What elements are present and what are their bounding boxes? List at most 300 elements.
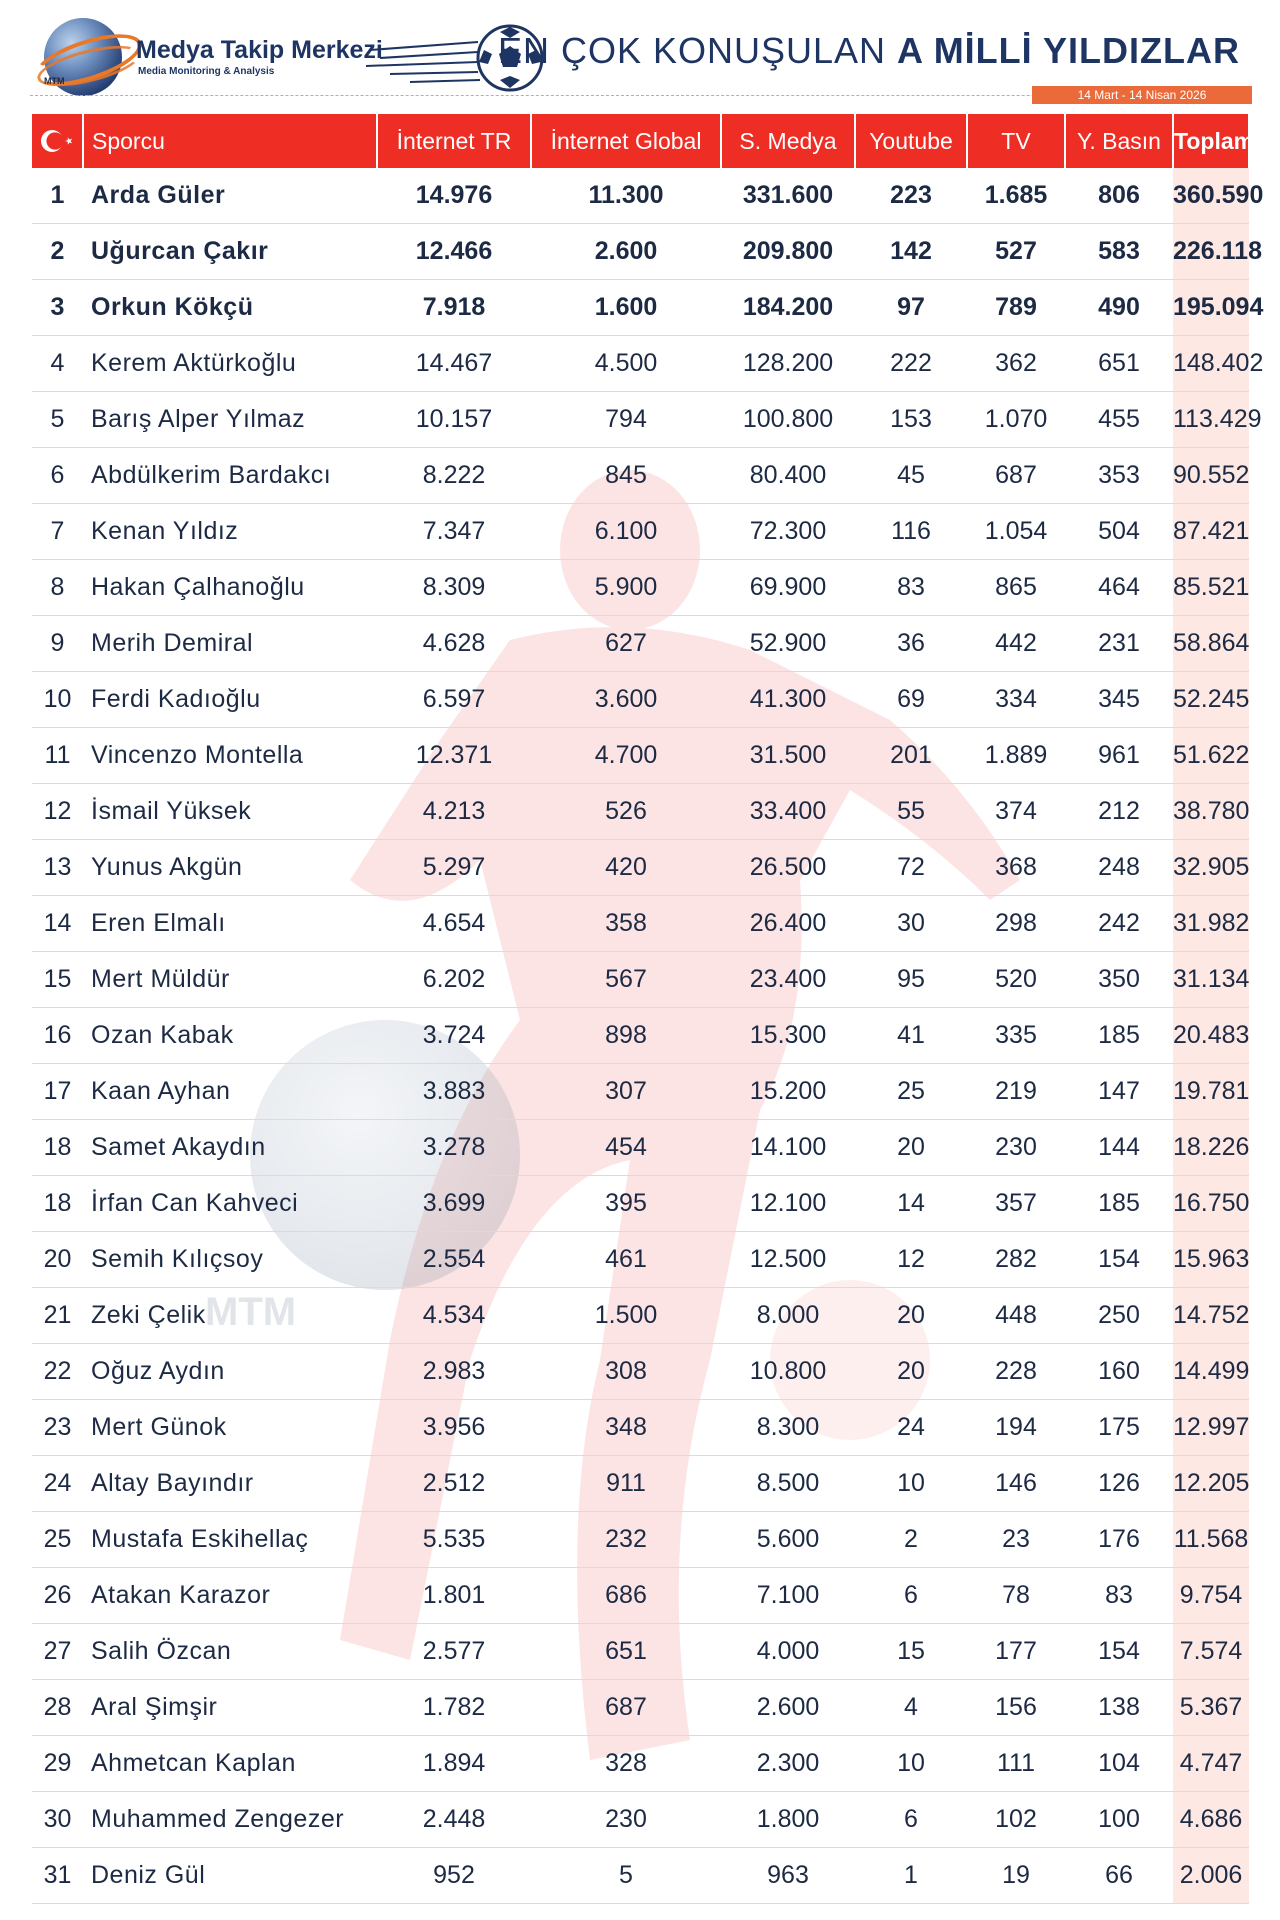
s-medya-cell: 209.800 xyxy=(721,224,855,280)
internet-tr-cell: 3.956 xyxy=(377,1400,531,1456)
internet-tr-cell: 2.512 xyxy=(377,1456,531,1512)
table-row xyxy=(32,1456,1249,1512)
youtube-cell: 116 xyxy=(855,504,967,560)
s-medya-cell: 1.800 xyxy=(721,1792,855,1848)
youtube-cell: 36 xyxy=(855,616,967,672)
athlete-name-cell: Barış Alper Yılmaz xyxy=(83,392,377,448)
y-basin-cell: 66 xyxy=(1065,1848,1173,1904)
youtube-cell: 20 xyxy=(855,1288,967,1344)
y-basin-cell: 212 xyxy=(1065,784,1173,840)
internet-tr-cell: 3.883 xyxy=(377,1064,531,1120)
rank-cell: 30 xyxy=(32,1792,83,1848)
youtube-cell: 20 xyxy=(855,1344,967,1400)
internet-tr-cell: 12.371 xyxy=(377,728,531,784)
tv-cell: 1.054 xyxy=(967,504,1065,560)
internet-global-cell: 567 xyxy=(531,952,721,1008)
athlete-name-cell: Hakan Çalhanoğlu xyxy=(83,560,377,616)
youtube-cell: 95 xyxy=(855,952,967,1008)
athlete-name-cell: Vincenzo Montella xyxy=(83,728,377,784)
athlete-name-cell: Ozan Kabak xyxy=(83,1008,377,1064)
tv-cell: 282 xyxy=(967,1232,1065,1288)
tv-cell: 1.889 xyxy=(967,728,1065,784)
tv-cell: 357 xyxy=(967,1176,1065,1232)
rank-cell: 26 xyxy=(32,1568,83,1624)
y-basin-cell: 160 xyxy=(1065,1344,1173,1400)
athlete-name-cell: Yunus Akgün xyxy=(83,840,377,896)
toplam-cell: 52.245 xyxy=(1173,672,1249,728)
table-row xyxy=(32,1624,1249,1680)
s-medya-cell: 963 xyxy=(721,1848,855,1904)
table-row xyxy=(32,728,1249,784)
internet-global-cell: 4.700 xyxy=(531,728,721,784)
youtube-cell: 142 xyxy=(855,224,967,280)
toplam-cell: 5.367 xyxy=(1173,1680,1249,1736)
rank-cell: 4 xyxy=(32,336,83,392)
s-medya-cell: 5.600 xyxy=(721,1512,855,1568)
tv-cell: 362 xyxy=(967,336,1065,392)
rank-cell: 18 xyxy=(32,1176,83,1232)
toplam-cell: 148.402 xyxy=(1173,336,1249,392)
internet-global-cell: 11.300 xyxy=(531,168,721,224)
table-row xyxy=(32,1176,1249,1232)
youtube-cell: 25 xyxy=(855,1064,967,1120)
internet-tr-cell: 1.894 xyxy=(377,1736,531,1792)
rank-cell: 9 xyxy=(32,616,83,672)
internet-global-cell: 232 xyxy=(531,1512,721,1568)
internet-global-cell: 794 xyxy=(531,392,721,448)
internet-tr-cell: 3.278 xyxy=(377,1120,531,1176)
table-row xyxy=(32,504,1249,560)
table-row xyxy=(32,560,1249,616)
s-medya-cell: 69.900 xyxy=(721,560,855,616)
youtube-cell: 1 xyxy=(855,1848,967,1904)
s-medya-cell: 15.200 xyxy=(721,1064,855,1120)
tv-cell: 194 xyxy=(967,1400,1065,1456)
s-medya-cell: 184.200 xyxy=(721,280,855,336)
youtube-cell: 20 xyxy=(855,1120,967,1176)
toplam-cell: 9.754 xyxy=(1173,1568,1249,1624)
internet-global-cell: 5.900 xyxy=(531,560,721,616)
toplam-cell: 18.226 xyxy=(1173,1120,1249,1176)
athlete-name-cell: Uğurcan Çakır xyxy=(83,224,377,280)
table-row xyxy=(32,1288,1249,1344)
tv-cell: 298 xyxy=(967,896,1065,952)
internet-tr-cell: 12.466 xyxy=(377,224,531,280)
turkey-flag-icon xyxy=(34,118,80,164)
table-row xyxy=(32,1008,1249,1064)
table-header-row xyxy=(32,114,1249,168)
rank-cell: 3 xyxy=(32,280,83,336)
s-medya-cell: 23.400 xyxy=(721,952,855,1008)
column-header-tv: TV xyxy=(967,114,1065,168)
athlete-name-cell: Mustafa Eskihellaç xyxy=(83,1512,377,1568)
rank-cell: 7 xyxy=(32,504,83,560)
y-basin-cell: 961 xyxy=(1065,728,1173,784)
internet-global-cell: 6.100 xyxy=(531,504,721,560)
youtube-cell: 24 xyxy=(855,1400,967,1456)
youtube-cell: 30 xyxy=(855,896,967,952)
column-header-sporcu: Sporcu xyxy=(83,114,377,168)
athlete-name-cell: Kerem Aktürkoğlu xyxy=(83,336,377,392)
athlete-name-cell: Ahmetcan Kaplan xyxy=(83,1736,377,1792)
youtube-cell: 83 xyxy=(855,560,967,616)
youtube-cell: 97 xyxy=(855,280,967,336)
y-basin-cell: 154 xyxy=(1065,1624,1173,1680)
internet-global-cell: 307 xyxy=(531,1064,721,1120)
youtube-cell: 10 xyxy=(855,1736,967,1792)
table-row xyxy=(32,280,1249,336)
youtube-cell: 72 xyxy=(855,840,967,896)
column-header-youtube: Youtube xyxy=(855,114,967,168)
youtube-cell: 153 xyxy=(855,392,967,448)
youtube-cell: 6 xyxy=(855,1792,967,1848)
y-basin-cell: 806 xyxy=(1065,168,1173,224)
y-basin-cell: 504 xyxy=(1065,504,1173,560)
y-basin-cell: 185 xyxy=(1065,1008,1173,1064)
y-basin-cell: 345 xyxy=(1065,672,1173,728)
toplam-cell: 4.686 xyxy=(1173,1792,1249,1848)
title-prefix: EN ÇOK KONUŞULAN xyxy=(497,30,887,71)
table-row xyxy=(32,616,1249,672)
athlete-name-cell: Salih Özcan xyxy=(83,1624,377,1680)
s-medya-cell: 12.100 xyxy=(721,1176,855,1232)
toplam-cell: 226.118 xyxy=(1173,224,1249,280)
youtube-cell: 222 xyxy=(855,336,967,392)
internet-tr-cell: 952 xyxy=(377,1848,531,1904)
internet-tr-cell: 2.448 xyxy=(377,1792,531,1848)
youtube-cell: 41 xyxy=(855,1008,967,1064)
internet-tr-cell: 4.654 xyxy=(377,896,531,952)
y-basin-cell: 583 xyxy=(1065,224,1173,280)
y-basin-cell: 175 xyxy=(1065,1400,1173,1456)
internet-tr-cell: 2.983 xyxy=(377,1344,531,1400)
table-row xyxy=(32,1400,1249,1456)
table-row xyxy=(32,336,1249,392)
athlete-name-cell: Eren Elmalı xyxy=(83,896,377,952)
s-medya-cell: 26.500 xyxy=(721,840,855,896)
rank-cell: 22 xyxy=(32,1344,83,1400)
athlete-name-cell: İsmail Yüksek xyxy=(83,784,377,840)
y-basin-cell: 350 xyxy=(1065,952,1173,1008)
toplam-cell: 85.521 xyxy=(1173,560,1249,616)
youtube-cell: 10 xyxy=(855,1456,967,1512)
y-basin-cell: 185 xyxy=(1065,1176,1173,1232)
table-row xyxy=(32,1848,1249,1904)
rank-cell: 6 xyxy=(32,448,83,504)
athlete-name-cell: Orkun Kökçü xyxy=(83,280,377,336)
toplam-cell: 51.622 xyxy=(1173,728,1249,784)
y-basin-cell: 248 xyxy=(1065,840,1173,896)
rank-cell: 10 xyxy=(32,672,83,728)
brand-short: MTM xyxy=(44,76,65,86)
brand-logo xyxy=(36,14,383,90)
internet-global-cell: 911 xyxy=(531,1456,721,1512)
table-row xyxy=(32,392,1249,448)
youtube-cell: 14 xyxy=(855,1176,967,1232)
mtm-watermark: MTM xyxy=(205,1290,297,1334)
rank-cell: 12 xyxy=(32,784,83,840)
internet-tr-cell: 1.782 xyxy=(377,1680,531,1736)
athlete-name-cell: Kenan Yıldız xyxy=(83,504,377,560)
athlete-name-cell: Deniz Gül xyxy=(83,1848,377,1904)
s-medya-cell: 72.300 xyxy=(721,504,855,560)
tv-cell: 1.685 xyxy=(967,168,1065,224)
youtube-cell: 69 xyxy=(855,672,967,728)
page-title xyxy=(498,30,1240,72)
toplam-cell: 38.780 xyxy=(1173,784,1249,840)
s-medya-cell: 4.000 xyxy=(721,1624,855,1680)
toplam-cell: 19.781 xyxy=(1173,1064,1249,1120)
athlete-name-cell: Samet Akaydın xyxy=(83,1120,377,1176)
rank-cell: 16 xyxy=(32,1008,83,1064)
internet-tr-cell: 7.918 xyxy=(377,280,531,336)
tv-cell: 687 xyxy=(967,448,1065,504)
toplam-cell: 12.997 xyxy=(1173,1400,1249,1456)
internet-global-cell: 845 xyxy=(531,448,721,504)
y-basin-cell: 490 xyxy=(1065,280,1173,336)
internet-global-cell: 395 xyxy=(531,1176,721,1232)
s-medya-cell: 7.100 xyxy=(721,1568,855,1624)
athlete-name-cell: Zeki Çelik xyxy=(83,1288,377,1344)
s-medya-cell: 128.200 xyxy=(721,336,855,392)
internet-tr-cell: 10.157 xyxy=(377,392,531,448)
y-basin-cell: 154 xyxy=(1065,1232,1173,1288)
athlete-name-cell: Altay Bayındır xyxy=(83,1456,377,1512)
s-medya-cell: 26.400 xyxy=(721,896,855,952)
s-medya-cell: 8.500 xyxy=(721,1456,855,1512)
internet-global-cell: 230 xyxy=(531,1792,721,1848)
toplam-cell: 12.205 xyxy=(1173,1456,1249,1512)
y-basin-cell: 464 xyxy=(1065,560,1173,616)
rank-cell: 27 xyxy=(32,1624,83,1680)
tv-cell: 334 xyxy=(967,672,1065,728)
tv-cell: 368 xyxy=(967,840,1065,896)
s-medya-cell: 41.300 xyxy=(721,672,855,728)
y-basin-cell: 353 xyxy=(1065,448,1173,504)
internet-global-cell: 4.500 xyxy=(531,336,721,392)
rank-cell: 25 xyxy=(32,1512,83,1568)
athlete-name-cell: Arda Güler xyxy=(83,168,377,224)
athlete-name-cell: Mert Günok xyxy=(83,1400,377,1456)
s-medya-cell: 331.600 xyxy=(721,168,855,224)
youtube-cell: 223 xyxy=(855,168,967,224)
table-row xyxy=(32,1680,1249,1736)
athlete-name-cell: Kaan Ayhan xyxy=(83,1064,377,1120)
tv-cell: 146 xyxy=(967,1456,1065,1512)
table-row xyxy=(32,1064,1249,1120)
internet-global-cell: 461 xyxy=(531,1232,721,1288)
toplam-cell: 87.421 xyxy=(1173,504,1249,560)
rank-cell: 28 xyxy=(32,1680,83,1736)
internet-global-cell: 328 xyxy=(531,1736,721,1792)
rank-cell: 23 xyxy=(32,1400,83,1456)
internet-global-cell: 627 xyxy=(531,616,721,672)
tv-cell: 865 xyxy=(967,560,1065,616)
youtube-cell: 2 xyxy=(855,1512,967,1568)
tv-cell: 520 xyxy=(967,952,1065,1008)
rank-cell: 13 xyxy=(32,840,83,896)
table-row xyxy=(32,1344,1249,1400)
internet-global-cell: 686 xyxy=(531,1568,721,1624)
y-basin-cell: 231 xyxy=(1065,616,1173,672)
table-row xyxy=(32,224,1249,280)
internet-global-cell: 1.600 xyxy=(531,280,721,336)
s-medya-cell: 8.000 xyxy=(721,1288,855,1344)
rank-cell: 1 xyxy=(32,168,83,224)
table-row xyxy=(32,168,1249,224)
tv-cell: 23 xyxy=(967,1512,1065,1568)
internet-tr-cell: 1.801 xyxy=(377,1568,531,1624)
tv-cell: 789 xyxy=(967,280,1065,336)
rank-cell: 15 xyxy=(32,952,83,1008)
rank-cell: 8 xyxy=(32,560,83,616)
youtube-cell: 55 xyxy=(855,784,967,840)
tv-cell: 448 xyxy=(967,1288,1065,1344)
internet-global-cell: 1.500 xyxy=(531,1288,721,1344)
toplam-cell: 16.750 xyxy=(1173,1176,1249,1232)
s-medya-cell: 2.300 xyxy=(721,1736,855,1792)
athlete-name-cell: Muhammed Zengezer xyxy=(83,1792,377,1848)
internet-tr-cell: 2.577 xyxy=(377,1624,531,1680)
y-basin-cell: 104 xyxy=(1065,1736,1173,1792)
internet-global-cell: 5 xyxy=(531,1848,721,1904)
athlete-name-cell: Semih Kılıçsoy xyxy=(83,1232,377,1288)
rank-cell: 31 xyxy=(32,1848,83,1904)
internet-global-cell: 454 xyxy=(531,1120,721,1176)
toplam-cell: 113.429 xyxy=(1173,392,1249,448)
s-medya-cell: 31.500 xyxy=(721,728,855,784)
table-body xyxy=(32,168,1264,1904)
y-basin-cell: 138 xyxy=(1065,1680,1173,1736)
y-basin-cell: 100 xyxy=(1065,1792,1173,1848)
toplam-cell: 31.134 xyxy=(1173,952,1249,1008)
y-basin-cell: 144 xyxy=(1065,1120,1173,1176)
y-basin-cell: 126 xyxy=(1065,1456,1173,1512)
internet-global-cell: 308 xyxy=(531,1344,721,1400)
table-row xyxy=(32,1792,1249,1848)
y-basin-cell: 242 xyxy=(1065,896,1173,952)
toplam-cell: 195.094 xyxy=(1173,280,1249,336)
tv-cell: 374 xyxy=(967,784,1065,840)
athlete-name-cell: Merih Demiral xyxy=(83,616,377,672)
rank-cell: 18 xyxy=(32,1120,83,1176)
athlete-name-cell: Atakan Karazor xyxy=(83,1568,377,1624)
internet-tr-cell: 3.724 xyxy=(377,1008,531,1064)
s-medya-cell: 80.400 xyxy=(721,448,855,504)
internet-tr-cell: 4.213 xyxy=(377,784,531,840)
tv-cell: 442 xyxy=(967,616,1065,672)
ranking-table-wrap xyxy=(32,114,1264,1904)
youtube-cell: 201 xyxy=(855,728,967,784)
internet-global-cell: 420 xyxy=(531,840,721,896)
table-row xyxy=(32,952,1249,1008)
internet-tr-cell: 8.309 xyxy=(377,560,531,616)
tv-cell: 527 xyxy=(967,224,1065,280)
rank-cell: 29 xyxy=(32,1736,83,1792)
rank-cell: 17 xyxy=(32,1064,83,1120)
toplam-cell: 20.483 xyxy=(1173,1008,1249,1064)
rank-cell: 14 xyxy=(32,896,83,952)
table-row xyxy=(32,784,1249,840)
column-header-internet-tr: İnternet TR xyxy=(377,114,531,168)
athlete-name-cell: Mert Müldür xyxy=(83,952,377,1008)
toplam-cell: 11.568 xyxy=(1173,1512,1249,1568)
ranking-table xyxy=(32,114,1264,1904)
tv-cell: 19 xyxy=(967,1848,1065,1904)
column-header-y-basin: Y. Basın xyxy=(1065,114,1173,168)
column-header-internet-global: İnternet Global xyxy=(531,114,721,168)
tv-cell: 111 xyxy=(967,1736,1065,1792)
internet-global-cell: 3.600 xyxy=(531,672,721,728)
toplam-cell: 14.752 xyxy=(1173,1288,1249,1344)
s-medya-cell: 15.300 xyxy=(721,1008,855,1064)
internet-tr-cell: 14.467 xyxy=(377,336,531,392)
tv-cell: 335 xyxy=(967,1008,1065,1064)
brand-subtitle: Media Monitoring & Analysis xyxy=(138,66,275,77)
internet-global-cell: 898 xyxy=(531,1008,721,1064)
title-bold: A MİLLİ YILDIZLAR xyxy=(897,30,1240,71)
y-basin-cell: 250 xyxy=(1065,1288,1173,1344)
s-medya-cell: 2.600 xyxy=(721,1680,855,1736)
tv-cell: 78 xyxy=(967,1568,1065,1624)
table-row xyxy=(32,1232,1249,1288)
youtube-cell: 4 xyxy=(855,1680,967,1736)
table-row xyxy=(32,840,1249,896)
internet-global-cell: 651 xyxy=(531,1624,721,1680)
toplam-cell: 15.963 xyxy=(1173,1232,1249,1288)
internet-tr-cell: 4.628 xyxy=(377,616,531,672)
internet-tr-cell: 14.976 xyxy=(377,168,531,224)
tv-cell: 219 xyxy=(967,1064,1065,1120)
tv-cell: 228 xyxy=(967,1344,1065,1400)
internet-global-cell: 348 xyxy=(531,1400,721,1456)
rank-cell: 20 xyxy=(32,1232,83,1288)
internet-tr-cell: 5.297 xyxy=(377,840,531,896)
table-row xyxy=(32,1568,1249,1624)
toplam-cell: 7.574 xyxy=(1173,1624,1249,1680)
table-row xyxy=(32,896,1249,952)
date-range-badge: 14 Mart - 14 Nisan 2026 xyxy=(1032,86,1252,104)
table-row xyxy=(32,1736,1249,1792)
table-row xyxy=(32,448,1249,504)
youtube-cell: 45 xyxy=(855,448,967,504)
athlete-name-cell: Ferdi Kadıoğlu xyxy=(83,672,377,728)
youtube-cell: 6 xyxy=(855,1568,967,1624)
y-basin-cell: 651 xyxy=(1065,336,1173,392)
toplam-cell: 2.006 xyxy=(1173,1848,1249,1904)
tv-cell: 156 xyxy=(967,1680,1065,1736)
s-medya-cell: 12.500 xyxy=(721,1232,855,1288)
internet-tr-cell: 8.222 xyxy=(377,448,531,504)
youtube-cell: 12 xyxy=(855,1232,967,1288)
y-basin-cell: 176 xyxy=(1065,1512,1173,1568)
internet-global-cell: 358 xyxy=(531,896,721,952)
rank-cell: 2 xyxy=(32,224,83,280)
s-medya-cell: 14.100 xyxy=(721,1120,855,1176)
turkey-flag-header xyxy=(32,114,83,168)
s-medya-cell: 10.800 xyxy=(721,1344,855,1400)
internet-tr-cell: 7.347 xyxy=(377,504,531,560)
athlete-name-cell: Oğuz Aydın xyxy=(83,1344,377,1400)
rank-cell: 24 xyxy=(32,1456,83,1512)
athlete-name-cell: Abdülkerim Bardakcı xyxy=(83,448,377,504)
toplam-cell: 360.590 xyxy=(1173,168,1249,224)
table-row xyxy=(32,1120,1249,1176)
tv-cell: 230 xyxy=(967,1120,1065,1176)
column-header-s-medya: S. Medya xyxy=(721,114,855,168)
rank-cell: 5 xyxy=(32,392,83,448)
table-row xyxy=(32,1512,1249,1568)
